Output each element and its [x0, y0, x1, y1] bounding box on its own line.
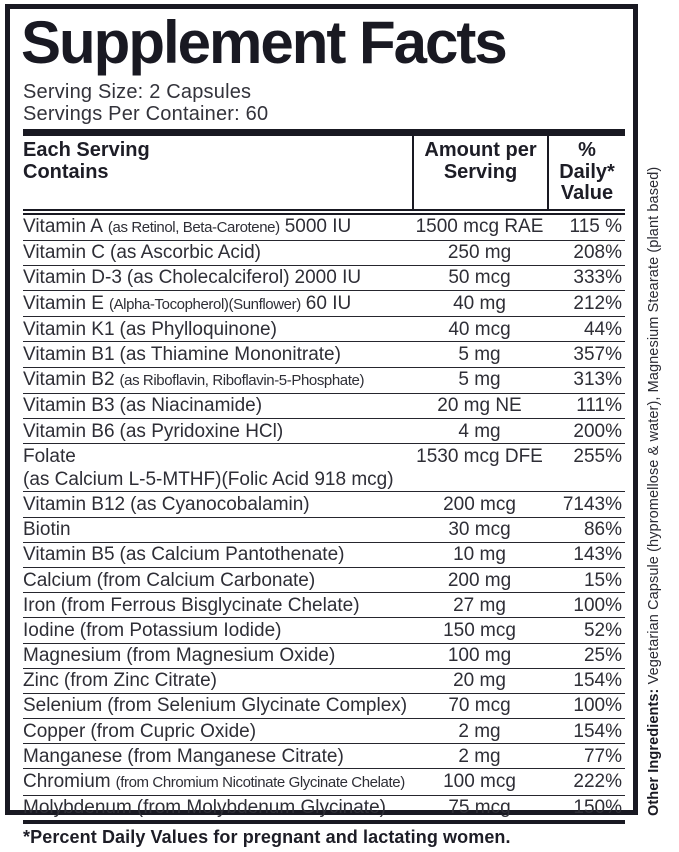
serving-size-line: Serving Size: 2 Capsules — [23, 81, 252, 103]
nutrient-label: Vitamin B12 — [23, 493, 126, 515]
nutrient-source-detail: (as Cyanocobalamin) — [130, 493, 310, 515]
nutrient-daily-value: 154% — [573, 670, 622, 692]
header-contains-line2: Contains — [23, 160, 109, 183]
nutrient-name-line2: (as Calcium L-5-MTHF)(Folic Acid 918 mcg) — [23, 468, 394, 490]
nutrient-source-detail: (as Riboflavin, Riboflavin-5-Phosphate) — [119, 372, 365, 390]
nutrient-label: Vitamin A — [23, 216, 103, 238]
header-dv-line1: % Daily* — [559, 139, 615, 183]
nutrient-label: Iodine — [23, 619, 75, 641]
divider-thick-top — [23, 129, 625, 136]
nutrient-row — [23, 543, 625, 568]
nutrient-row — [23, 568, 625, 593]
nutrient-source-detail: (as Ascorbic Acid) — [110, 242, 262, 264]
nutrient-amount: 5 mg — [458, 369, 501, 391]
nutrient-row — [23, 769, 625, 795]
nutrient-daily-value: 25% — [583, 645, 622, 667]
other-ingredients-sidebar — [646, 167, 663, 816]
nutrient-name — [23, 770, 412, 794]
nutrient-daily-value: 150% — [573, 797, 622, 819]
nutrient-daily-value: 200% — [573, 420, 622, 442]
nutrient-label: Vitamin B2 — [23, 369, 115, 391]
nutrient-name — [23, 215, 412, 239]
nutrient-row — [23, 215, 625, 241]
nutrient-name — [23, 266, 412, 289]
nutrient-label: Vitamin C — [23, 242, 106, 264]
nutrient-label: Vitamin B3 — [23, 395, 115, 417]
nutrient-row — [23, 394, 625, 419]
nutrient-daily-value: 15% — [583, 569, 622, 591]
nutrient-row — [23, 317, 625, 342]
nutrient-source-detail: (as Niacinamide) — [119, 395, 263, 417]
nutrient-name — [23, 745, 412, 768]
nutrient-amount: 150 mcg — [443, 619, 516, 641]
nutrient-source-detail: (Alpha-Tocopherol)(Sunflower) — [108, 295, 301, 313]
nutrient-amount: 2 mg — [458, 720, 501, 742]
table-header — [23, 136, 625, 215]
nutrient-name — [23, 644, 412, 667]
nutrient-amount: 200 mcg — [443, 493, 516, 515]
nutrient-row — [23, 342, 625, 367]
nutrient-amount: 4 mg — [458, 420, 501, 442]
nutrient-amount: 40 mg — [453, 292, 506, 314]
nutrient-row — [23, 644, 625, 669]
nutrient-source-detail: (from Ferrous Bisglycinate Chelate) — [60, 594, 360, 616]
nutrient-amount: 10 mg — [453, 544, 506, 566]
nutrient-row — [23, 744, 625, 769]
nutrient-row — [23, 444, 625, 492]
nutrient-name — [23, 594, 412, 617]
nutrient-rows — [23, 215, 625, 820]
nutrient-row — [23, 241, 625, 266]
nutrient-source-detail: (from Calcium Carbonate) — [96, 569, 316, 591]
nutrient-row — [23, 368, 625, 394]
nutrient-amount: 20 mg — [453, 670, 506, 692]
nutrient-name — [23, 543, 412, 566]
header-dv-line2: Value — [560, 182, 614, 204]
nutrient-label: Vitamin K1 — [23, 318, 115, 340]
nutrient-name — [23, 518, 412, 541]
nutrient-label: Chromium — [23, 771, 111, 793]
nutrient-amount: 1530 mcg DFE — [416, 445, 543, 467]
nutrient-name — [23, 669, 412, 692]
nutrient-amount: 2 mg — [458, 745, 501, 767]
nutrient-amount: 20 mg NE — [437, 395, 522, 417]
nutrient-iu-tail: 5000 IU — [284, 216, 352, 238]
nutrient-daily-value: 52% — [583, 619, 622, 641]
nutrient-amount: 1500 mcg RAE — [415, 216, 544, 238]
nutrient-row — [23, 518, 625, 543]
nutrient-daily-value: 357% — [573, 344, 622, 366]
nutrient-name — [23, 694, 412, 717]
nutrient-name — [23, 445, 412, 491]
nutrient-row — [23, 669, 625, 694]
nutrient-source-detail: (from Chromium Nicotinate Glycinate Chelate) — [115, 774, 405, 792]
nutrient-label: Vitamin B5 — [23, 544, 115, 566]
nutrient-daily-value: 143% — [573, 544, 622, 566]
nutrient-name — [23, 420, 412, 443]
nutrient-row — [23, 796, 625, 820]
nutrient-row — [23, 291, 625, 317]
footnote: *Percent Daily Values for pregnant and lactating women. — [23, 826, 511, 847]
header-contains-line1: Each Serving — [23, 139, 150, 161]
servings-per-container-line: Servings Per Container: 60 — [23, 103, 269, 125]
nutrient-row — [23, 618, 625, 643]
nutrient-source-detail: (from Magnesium Oxide) — [126, 645, 336, 667]
nutrient-iu-tail: 2000 IU — [294, 267, 362, 289]
nutrient-label: Magnesium — [23, 645, 122, 667]
nutrient-daily-value: 77% — [583, 745, 622, 767]
nutrient-name — [23, 241, 412, 264]
nutrient-source-detail: (from Manganese Citrate) — [127, 745, 344, 767]
nutrient-row — [23, 719, 625, 744]
nutrient-source-detail: (from Cupric Oxide) — [90, 720, 257, 742]
nutrient-amount: 50 mcg — [448, 267, 511, 289]
nutrient-label: Zinc — [23, 670, 59, 692]
nutrient-source-detail: (from Potassium Iodide) — [79, 619, 282, 641]
nutrient-source-detail: (from Zinc Citrate) — [63, 670, 217, 692]
nutrient-amount: 200 mg — [447, 569, 512, 591]
nutrient-name — [23, 796, 412, 819]
nutrient-daily-value: 115 % — [569, 216, 622, 238]
nutrient-name — [23, 394, 412, 417]
nutrient-amount: 30 mcg — [448, 519, 511, 541]
nutrient-daily-value: 313% — [573, 369, 622, 391]
nutrient-source-detail: (from Selenium Glycinate Complex) — [107, 695, 408, 717]
nutrient-label: Vitamin B6 — [23, 420, 115, 442]
nutrient-daily-value: 7143% — [562, 493, 622, 515]
nutrient-daily-value: 212% — [573, 292, 622, 314]
nutrient-name — [23, 318, 412, 341]
other-ingredients-label: Other Ingredients: — [646, 688, 662, 816]
nutrient-amount: 250 mg — [447, 242, 512, 264]
nutrient-name — [23, 720, 412, 743]
header-amount-line2: Serving — [443, 160, 518, 183]
nutrient-daily-value: 100% — [573, 594, 622, 616]
header-col-daily-value — [547, 136, 625, 209]
nutrient-source-detail: (as Thiamine Mononitrate) — [119, 344, 341, 366]
nutrient-label: Iron — [23, 594, 56, 616]
nutrient-row — [23, 694, 625, 719]
nutrient-source-detail: (from Molybdenum Glycinate) — [136, 797, 386, 819]
nutrient-label: Vitamin D-3 — [23, 267, 122, 289]
nutrient-name — [23, 493, 412, 516]
nutrient-daily-value: 100% — [573, 695, 622, 717]
nutrient-amount: 40 mcg — [448, 318, 511, 340]
nutrient-daily-value: 333% — [573, 267, 622, 289]
nutrient-daily-value: 154% — [573, 720, 622, 742]
nutrient-amount: 27 mg — [453, 594, 506, 616]
nutrient-row — [23, 419, 625, 444]
nutrient-name — [23, 343, 412, 366]
nutrient-daily-value: 111% — [576, 395, 622, 417]
nutrient-daily-value: 222% — [573, 771, 622, 793]
nutrient-amount: 70 mcg — [448, 695, 511, 717]
nutrient-daily-value: 44% — [583, 318, 622, 340]
nutrient-amount: 100 mcg — [443, 771, 516, 793]
header-col-contains — [23, 136, 412, 209]
nutrient-daily-value: 208% — [573, 242, 622, 264]
nutrient-name — [23, 619, 412, 642]
nutrient-daily-value: 86% — [583, 519, 622, 541]
nutrient-row — [23, 593, 625, 618]
nutrient-label: Vitamin B1 — [23, 344, 115, 366]
other-ingredients-text: Vegetarian Capsule (hypromellose & water), Magnesium Stearate (plant based) — [646, 166, 662, 689]
nutrient-source-detail: (as Retinol, Beta-Carotene) — [107, 219, 280, 237]
nutrient-amount: 100 mg — [447, 645, 512, 667]
supplement-facts-panel — [5, 4, 638, 847]
nutrient-amount: 75 mcg — [448, 797, 511, 819]
nutrient-amount: 5 mg — [458, 344, 501, 366]
nutrient-source-detail: (as Pyridoxine HCl) — [119, 420, 284, 442]
nutrient-label: Calcium — [23, 569, 92, 591]
panel-title: Supplement Facts — [21, 9, 506, 76]
nutrient-row — [23, 492, 625, 517]
nutrient-iu-tail: 60 IU — [305, 292, 352, 314]
nutrient-row — [23, 266, 625, 291]
nutrient-daily-value: 255% — [573, 445, 622, 467]
nutrient-source-detail: (as Calcium Pantothenate) — [119, 544, 345, 566]
nutrient-label: Manganese — [23, 745, 123, 767]
header-col-amount — [412, 136, 547, 209]
nutrient-name — [23, 368, 412, 392]
nutrient-label: Copper — [23, 720, 86, 742]
nutrient-label: Selenium — [23, 695, 103, 717]
nutrient-source-detail: (as Cholecalciferol) — [126, 267, 290, 289]
header-amount-line1: Amount per — [424, 139, 537, 161]
nutrient-label: Molybdenum — [23, 797, 132, 819]
nutrient-name — [23, 292, 412, 316]
nutrient-source-detail: (as Phylloquinone) — [119, 318, 277, 340]
nutrient-label: Vitamin E — [23, 292, 104, 314]
nutrient-label: Biotin — [23, 519, 71, 541]
nutrient-name — [23, 569, 412, 592]
nutrient-label: Folate — [23, 445, 76, 467]
